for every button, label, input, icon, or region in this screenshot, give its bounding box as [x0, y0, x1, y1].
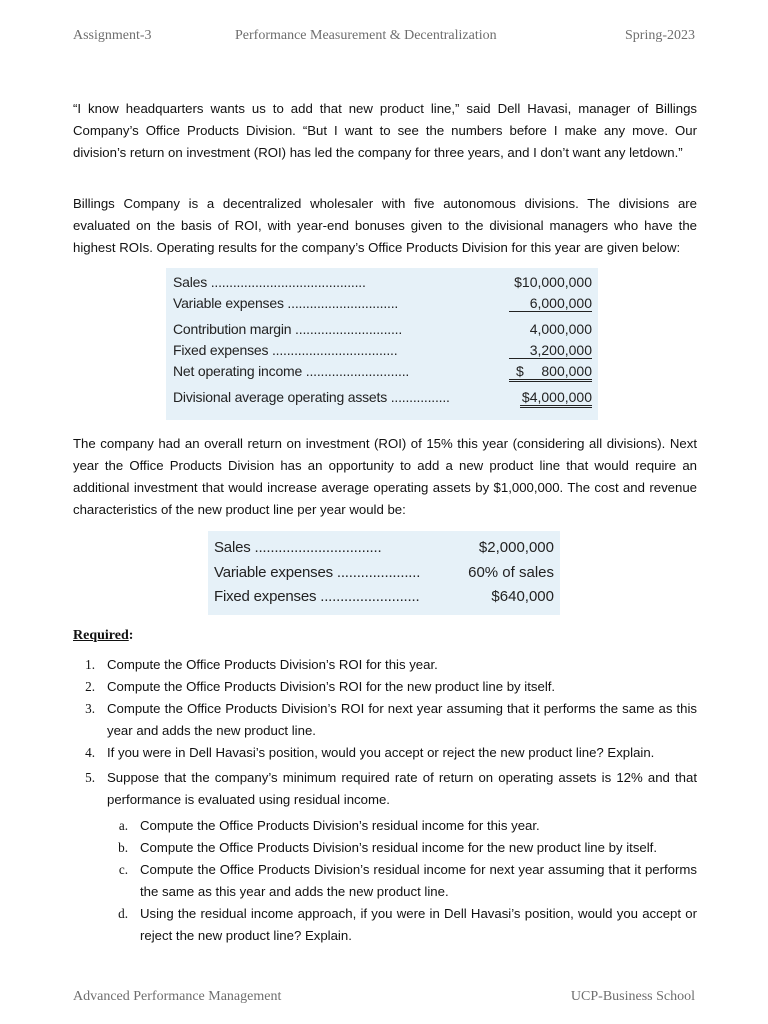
sub-list-letter: b. — [118, 840, 128, 855]
sub-list-text: Compute the Office Products Division’s residual income for next year assuming that it performs the same as this year and adds the new product line. — [140, 862, 697, 899]
table-row — [173, 321, 592, 341]
row-label: Sales ................................ — [214, 539, 382, 556]
dollar-sign: $ — [516, 363, 524, 379]
new-product-line-table — [208, 531, 560, 615]
list-text: Compute the Office Products Division’s ROI for the new product line by itself. — [107, 679, 556, 694]
row-label: Divisional average operating assets ................ — [173, 389, 450, 405]
row-value: 800,000 — [509, 363, 592, 382]
header-term: Spring-2023 — [625, 28, 695, 43]
row-label: Sales .......................................... — [173, 274, 366, 290]
row-value: 60% of sales — [468, 564, 554, 581]
company-description-paragraph: Billings Company is a decentralized wholesaler with five autonomous divisions. The divisions are evaluated on the basis of ROI, with year-end bonuses given to the divisional managers who have the highest ROIs. Operating results for the company’s Office Products Division for this year are given below: — [73, 196, 697, 255]
header-title: Performance Measurement & Decentralization — [235, 28, 497, 43]
list-number: 2. — [85, 679, 95, 694]
row-label: Fixed expenses .................................. — [173, 342, 398, 358]
list-text: Compute the Office Products Division’s ROI for next year assuming that it performs the same as this year and adds the new product line. — [107, 701, 697, 738]
office-products-results-table — [166, 268, 598, 420]
list-number: 3. — [85, 701, 95, 716]
table-row — [173, 274, 592, 294]
table-row — [173, 342, 592, 362]
required-heading-text: Required — [73, 628, 129, 643]
list-number: 4. — [85, 745, 95, 760]
required-heading — [73, 628, 133, 644]
sub-list-text: Compute the Office Products Division’s residual income for this year. — [140, 818, 540, 833]
intro-quote-paragraph: “I know headquarters wants us to add that new product line,” said Dell Havasi, manager of Billings Company’s Office Products Division. “But I want to see the numbers before I make any move. Our division’s return on investment (ROI) has led the company for three years, and I don’t want any letdown.” — [73, 101, 697, 160]
list-text: Compute the Office Products Division’s ROI for this year. — [107, 657, 438, 672]
required-heading-colon: : — [128, 628, 134, 643]
row-value: $4,000,000 — [520, 389, 592, 408]
row-label: Fixed expenses ......................... — [214, 588, 420, 605]
list-number: 5. — [85, 770, 95, 785]
sub-list-letter: d. — [118, 906, 128, 921]
row-value: $640,000 — [491, 588, 554, 605]
list-number: 1. — [85, 657, 95, 672]
footer-course: Advanced Performance Management — [73, 989, 282, 1004]
table-row — [214, 539, 554, 559]
row-value: $10,000,000 — [514, 274, 592, 290]
row-value: $2,000,000 — [478, 539, 554, 556]
list-text: If you were in Dell Havasi’s position, would you accept or reject the new product line? Explain. — [107, 745, 655, 760]
row-label: Variable expenses .............................. — [173, 295, 399, 311]
table-row — [214, 564, 554, 584]
row-label: Variable expenses ..................... — [214, 564, 421, 581]
sub-list-letter: c. — [118, 862, 128, 877]
new-product-line-paragraph: The company had an overall return on investment (ROI) of 15% this year (considering all divisions). Next year the Office Products Division has an opportunity to add a new product line that would require an additional investment that would increase average operating assets by $1,000,000. The cost and revenue characteristics of the new product line per year would be: — [73, 436, 697, 517]
page-header — [73, 28, 695, 44]
sub-list-letter: a. — [118, 818, 128, 833]
table-row — [173, 295, 592, 315]
table-row — [173, 363, 592, 383]
sub-list-text: Using the residual income approach, if you were in Dell Havasi’s position, would you accept or reject the new product line? Explain. — [140, 906, 697, 943]
table-row — [214, 588, 554, 608]
footer-school: UCP-Business School — [570, 989, 695, 1004]
sub-list-text: Compute the Office Products Division’s residual income for the new product line by itself. — [140, 840, 658, 855]
row-value: 4,000,000 — [529, 321, 592, 337]
table-row — [173, 389, 592, 409]
page-footer — [73, 989, 695, 1005]
header-assignment: Assignment-3 — [73, 28, 152, 43]
list-text: Suppose that the company’s minimum required rate of return on operating assets is 12% and that performance is evaluated using residual income. — [107, 770, 697, 807]
row-label: Contribution margin ............................. — [173, 321, 403, 337]
row-value: 3,200,000 — [509, 342, 592, 359]
row-value: 6,000,000 — [509, 295, 592, 312]
row-label: Net operating income ............................ — [173, 363, 410, 379]
